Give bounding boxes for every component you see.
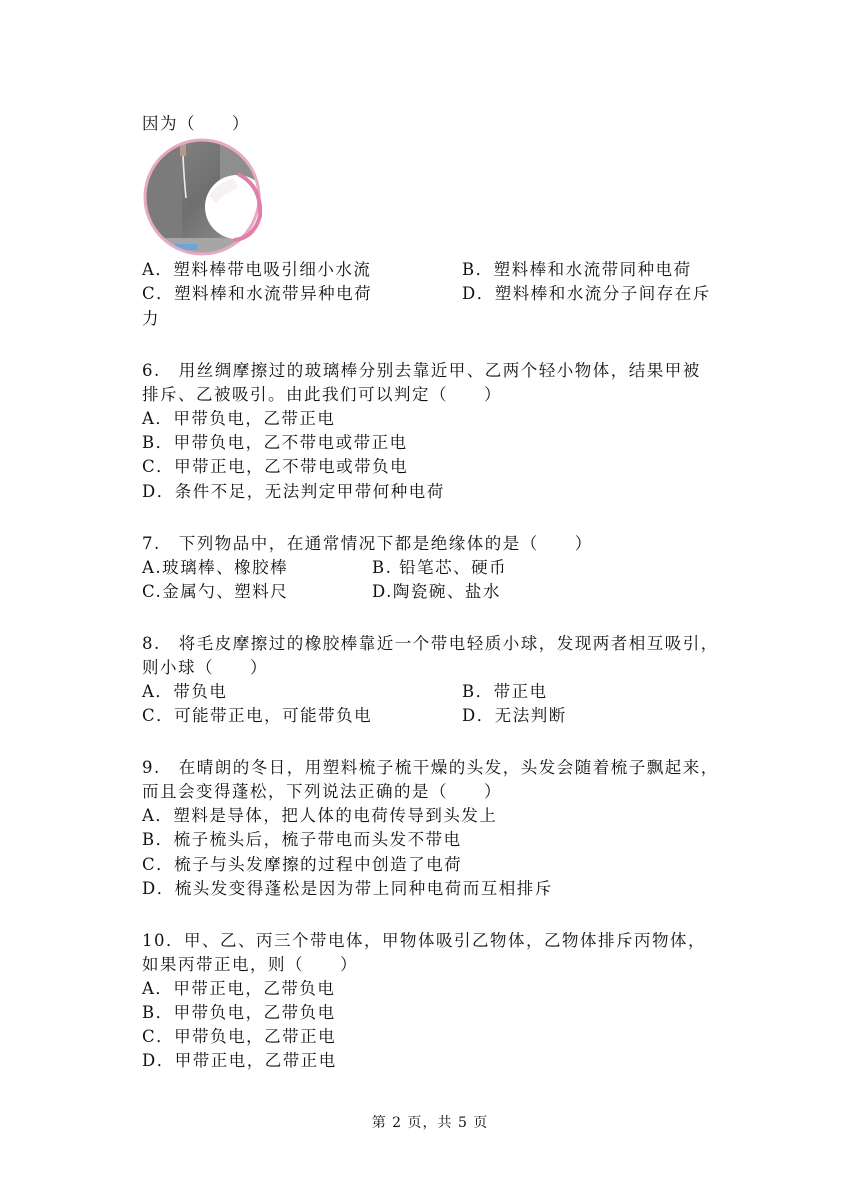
q9-option-c: C．梳子与头发摩擦的过程中创造了电荷 — [142, 855, 463, 874]
q7-option-b: B. 铅笔芯、硬币 — [372, 558, 508, 577]
q7-option-d: D.陶瓷碗、盐水 — [372, 582, 501, 601]
q6-option-d: D．条件不足，无法判定甲带何种电荷 — [142, 482, 445, 501]
q8-option-b: B．带正电 — [462, 682, 548, 701]
q6-option-b: B．甲带负电，乙不带电或带正电 — [142, 433, 408, 452]
q5-stem: 因为（ ） — [142, 114, 250, 133]
q9-stem-line2: 而且会变得蓬松，下列说法正确的是（ ） — [142, 782, 502, 801]
q6-stem-line2: 排斥、乙被吸引。由此我们可以判定（ ） — [142, 385, 502, 404]
water-stream-photo — [142, 138, 262, 256]
q5-option-b: B．塑料棒和水流带同种电荷 — [462, 260, 692, 279]
q10-option-d: D．甲带正电，乙带正电 — [142, 1051, 337, 1070]
q9-option-d: D．梳头发变得蓬松是因为带上同种电荷而互相排斥 — [142, 879, 553, 898]
q6-option-c: C．甲带正电，乙不带电或带负电 — [142, 457, 409, 476]
water-stream-illustration — [142, 138, 262, 256]
q5-option-d: D．塑料棒和水流分子间存在斥 — [462, 284, 711, 303]
q8-option-a: A．带负电 — [142, 682, 228, 701]
q7-option-c: C.金属勺、塑料尺 — [142, 582, 289, 601]
q10-stem-line1: 10．甲、乙、丙三个带电体，甲物体吸引乙物体，乙物体排斥丙物体， — [142, 931, 706, 950]
q5-option-a: A．塑料棒带电吸引细小水流 — [142, 260, 372, 279]
q10-option-b: B．甲带负电，乙带负电 — [142, 1003, 336, 1022]
q7-stem: 7. 下列物品中，在通常情况下都是绝缘体的是（ ） — [142, 534, 593, 553]
q8-option-d: D．无法判断 — [462, 706, 567, 725]
q10-option-a: A．甲带正电，乙带负电 — [142, 979, 336, 998]
q8-stem-line1: 8. 将毛皮摩擦过的橡胶棒靠近一个带电轻质小球，发现两者相互吸引， — [142, 634, 719, 653]
q6-option-a: A．甲带负电，乙带正电 — [142, 409, 336, 428]
q10-stem-line2: 如果丙带正电，则（ ） — [142, 955, 358, 974]
q8-stem-line2: 则小球（ ） — [142, 658, 268, 677]
q9-stem-line1: 9. 在晴朗的冬日，用塑料梳子梳干燥的头发，头发会随着梳子飘起来， — [142, 758, 719, 777]
q9-option-a: A．塑料是导体，把人体的电荷传导到头发上 — [142, 806, 498, 825]
q9-option-b: B．梳子梳头后，梳子带电而头发不带电 — [142, 830, 462, 849]
q7-option-a: A.玻璃棒、橡胶棒 — [142, 558, 289, 577]
q6-stem-line1: 6. 用丝绸摩擦过的玻璃棒分别去靠近甲、乙两个轻小物体，结果甲被 — [142, 361, 701, 380]
q10-option-c: C．甲带负电，乙带正电 — [142, 1027, 337, 1046]
page-number-footer: 第 2 页，共 5 页 — [371, 1115, 489, 1131]
q5-option-c: C．塑料棒和水流带异种电荷 — [142, 284, 373, 303]
q8-option-c: C．可能带正电，可能带负电 — [142, 706, 373, 725]
q5-option-d-continuation: 力 — [142, 309, 160, 328]
